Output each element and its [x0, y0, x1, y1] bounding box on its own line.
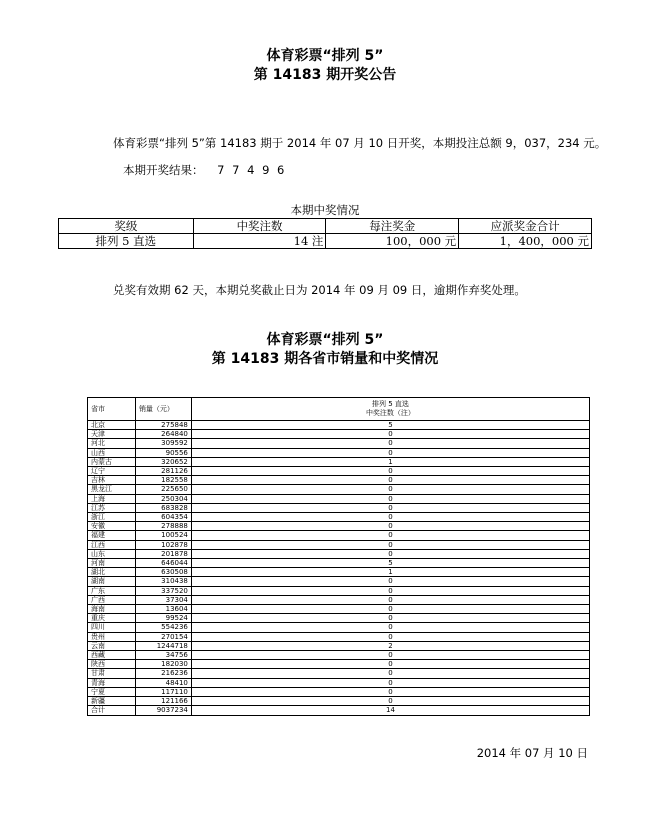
prize-count: 14 注: [193, 234, 326, 249]
province-winners: 1: [191, 457, 589, 466]
header-winners-line1: 排列 5 直选: [371, 400, 409, 408]
prize-table-header: [59, 219, 592, 234]
province-name: 山东: [88, 549, 136, 558]
province-name: 北京: [88, 421, 136, 430]
province-name: 西藏: [88, 651, 136, 660]
province-winners: 2: [191, 641, 589, 650]
province-sales: 121166: [135, 697, 191, 706]
prize-row: [59, 234, 592, 249]
province-row: [88, 586, 590, 595]
province-sales: 264840: [135, 430, 191, 439]
province-winners: 0: [191, 632, 589, 641]
province-winners: 0: [191, 651, 589, 660]
header-province: 省市: [88, 398, 136, 421]
province-row: [88, 421, 590, 430]
province-sales: 337520: [135, 586, 191, 595]
province-winners: 0: [191, 678, 589, 687]
province-row: [88, 568, 590, 577]
province-name: 内蒙古: [88, 457, 136, 466]
province-sales: 683828: [135, 503, 191, 512]
province-name: 青海: [88, 678, 136, 687]
province-title: 体育彩票“排列 5”: [266, 332, 384, 348]
province-row: [88, 651, 590, 660]
province-sales: 1244718: [135, 641, 191, 650]
province-row: [88, 660, 590, 669]
province-row: [88, 448, 590, 457]
province-row: [88, 531, 590, 540]
header-winners-line2: 中奖注数（注）: [365, 409, 415, 417]
province-sales: 630508: [135, 568, 191, 577]
province-row: [88, 549, 590, 558]
province-name: 吉林: [88, 476, 136, 485]
prize-amount: 100，000 元: [326, 234, 459, 249]
province-winners: 0: [191, 467, 589, 476]
province-row: [88, 577, 590, 586]
province-winners: 0: [191, 595, 589, 604]
province-sales: 604354: [135, 513, 191, 522]
province-row: [88, 513, 590, 522]
province-name: 安徽: [88, 522, 136, 531]
province-name: 河北: [88, 439, 136, 448]
province-name: 黑龙江: [88, 485, 136, 494]
province-row: [88, 623, 590, 632]
province-winners: 5: [191, 421, 589, 430]
province-winners: 0: [191, 513, 589, 522]
province-sales: 275848: [135, 421, 191, 430]
province-name: 新疆: [88, 697, 136, 706]
province-sales: 48410: [135, 678, 191, 687]
province-name: 重庆: [88, 614, 136, 623]
province-winners: 0: [191, 577, 589, 586]
province-name: 广东: [88, 586, 136, 595]
province-winners: 0: [191, 660, 589, 669]
province-row: [88, 632, 590, 641]
province-row: [88, 697, 590, 706]
province-winners: 0: [191, 669, 589, 678]
province-name: 河南: [88, 559, 136, 568]
province-name: 宁夏: [88, 687, 136, 696]
province-sales: 182558: [135, 476, 191, 485]
province-winners: 5: [191, 559, 589, 568]
header-prize: 每注奖金: [326, 219, 459, 234]
province-name: 合计: [88, 706, 136, 715]
draw-result: [123, 162, 286, 178]
header-winners: [191, 398, 589, 421]
province-sales: 225650: [135, 485, 191, 494]
province-winners: 0: [191, 494, 589, 503]
province-row: [88, 641, 590, 650]
province-table-header: [88, 398, 590, 421]
province-sales: 9037234: [135, 706, 191, 715]
prize-level: 排列 5 直选: [59, 234, 194, 249]
province-row: [88, 522, 590, 531]
province-winners: 0: [191, 586, 589, 595]
province-sales: 310438: [135, 577, 191, 586]
prize-table: [58, 218, 592, 249]
province-name: 福建: [88, 531, 136, 540]
province-sales: 281126: [135, 467, 191, 476]
province-winners: 0: [191, 614, 589, 623]
province-row: [88, 476, 590, 485]
province-row: [88, 485, 590, 494]
province-sales: 34756: [135, 651, 191, 660]
province-name: 云南: [88, 641, 136, 650]
province-sales: 37304: [135, 595, 191, 604]
province-name: 天津: [88, 430, 136, 439]
province-name: 江西: [88, 540, 136, 549]
province-winners: 14: [191, 706, 589, 715]
province-sales: 250304: [135, 494, 191, 503]
province-name: 上海: [88, 494, 136, 503]
province-subtitle: 第 14183 期各省市销量和中奖情况: [211, 351, 439, 367]
province-sales: 182030: [135, 660, 191, 669]
province-winners: 0: [191, 605, 589, 614]
province-row: [88, 494, 590, 503]
province-winners: 0: [191, 430, 589, 439]
province-winners: 0: [191, 476, 589, 485]
province-sales: 117110: [135, 687, 191, 696]
footer-date: 2014 年 07 月 10 日: [476, 746, 588, 760]
province-table: [87, 397, 590, 716]
prize-total: 1，400，000 元: [459, 234, 592, 249]
province-winners: 0: [191, 448, 589, 457]
province-winners: 0: [191, 439, 589, 448]
province-winners: 0: [191, 503, 589, 512]
province-name: 辽宁: [88, 467, 136, 476]
province-winners: 0: [191, 687, 589, 696]
header-level: 奖级: [59, 219, 194, 234]
province-winners: 1: [191, 568, 589, 577]
province-row: [88, 457, 590, 466]
province-sales: 201878: [135, 549, 191, 558]
province-row: [88, 430, 590, 439]
province-name: 江苏: [88, 503, 136, 512]
province-sales: 320652: [135, 457, 191, 466]
province-row: [88, 559, 590, 568]
province-sales: 13604: [135, 605, 191, 614]
province-sales: 554236: [135, 623, 191, 632]
province-sales: 100524: [135, 531, 191, 540]
province-row: [88, 439, 590, 448]
province-name: 浙江: [88, 513, 136, 522]
province-row: [88, 595, 590, 604]
province-name: 湖南: [88, 577, 136, 586]
province-winners: 0: [191, 697, 589, 706]
province-row: [88, 605, 590, 614]
header-count: 中奖注数: [193, 219, 326, 234]
province-winners: 0: [191, 522, 589, 531]
province-sales: 270154: [135, 632, 191, 641]
header-sales: 销量（元）: [135, 398, 191, 421]
province-row: [88, 503, 590, 512]
province-row: [88, 540, 590, 549]
province-winners: 0: [191, 623, 589, 632]
province-sales: 90556: [135, 448, 191, 457]
province-row: [88, 614, 590, 623]
province-winners: 0: [191, 531, 589, 540]
province-winners: 0: [191, 540, 589, 549]
province-row: [88, 467, 590, 476]
province-sales: 309592: [135, 439, 191, 448]
province-name: 海南: [88, 605, 136, 614]
province-sales: 216236: [135, 669, 191, 678]
header-total: 应派奖金合计: [459, 219, 592, 234]
draw-summary: 体育彩票“排列 5”第 14183 期于 2014 年 07 月 10 日开奖，本期投注总额 9，037，234 元。: [113, 136, 607, 150]
province-name: 贵州: [88, 632, 136, 641]
result-label: 本期开奖结果：: [123, 163, 204, 177]
province-name: 四川: [88, 623, 136, 632]
province-name: 山西: [88, 448, 136, 457]
province-sales: 99524: [135, 614, 191, 623]
province-row: [88, 678, 590, 687]
province-name: 广西: [88, 595, 136, 604]
province-row: [88, 669, 590, 678]
province-row: [88, 687, 590, 696]
announcement-subtitle: 第 14183 期开奖公告: [253, 67, 397, 83]
province-sales: 102878: [135, 540, 191, 549]
result-digits: 7 7 4 9 6: [217, 163, 287, 177]
prize-table-caption: 本期中奖情况: [290, 203, 360, 217]
province-name: 陕西: [88, 660, 136, 669]
province-name: 湖北: [88, 568, 136, 577]
province-winners: 0: [191, 549, 589, 558]
validity-note: 兑奖有效期 62 天，本期兑奖截止日为 2014 年 09 月 09 日，逾期作弃奖处理。: [113, 283, 526, 297]
province-name: 甘肃: [88, 669, 136, 678]
province-sales: 278888: [135, 522, 191, 531]
province-winners: 0: [191, 485, 589, 494]
announcement-title: 体育彩票“排列 5”: [266, 48, 384, 64]
province-row: [88, 706, 590, 715]
province-sales: 646044: [135, 559, 191, 568]
